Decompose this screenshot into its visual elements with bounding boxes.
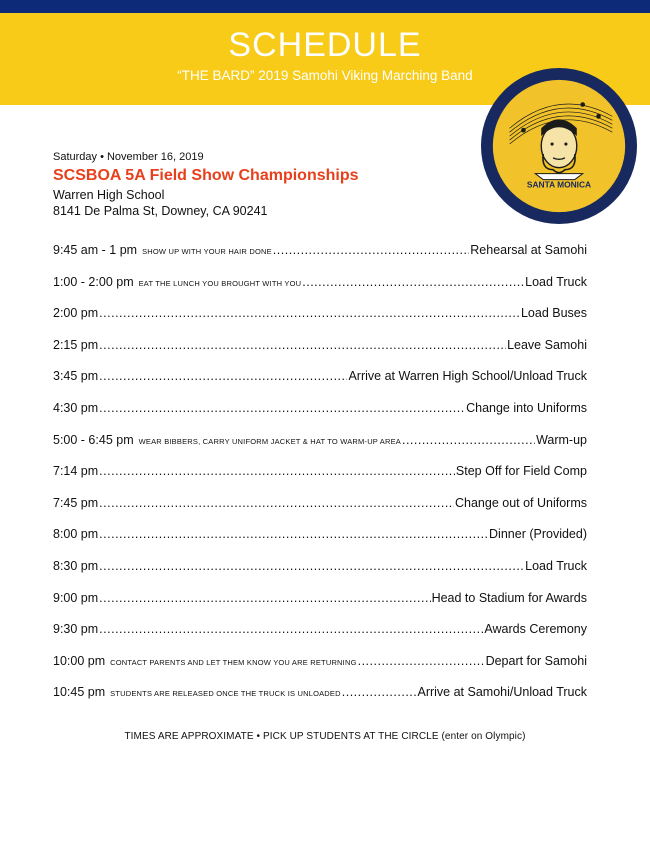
schedule-action: Load Truck bbox=[525, 274, 587, 289]
dot-leader bbox=[99, 461, 455, 481]
dot-leader bbox=[99, 303, 520, 323]
schedule-action: Awards Ceremony bbox=[484, 622, 587, 637]
schedule-action: Warm-up bbox=[536, 432, 587, 447]
dot-leader bbox=[99, 556, 524, 576]
schedule-note: WEAR BIBBERS, CARRY UNIFORM JACKET & HAT TO WARM-UP AREA bbox=[138, 436, 401, 446]
schedule-action: Head to Stadium for Awards bbox=[431, 590, 587, 605]
schedule-time: 4:30 pm bbox=[53, 400, 99, 415]
schedule-action: Load Truck bbox=[525, 558, 587, 573]
schedule-row bbox=[53, 366, 587, 386]
schedule-action: Change out of Uniforms bbox=[454, 495, 587, 510]
footer-note: TIMES ARE APPROXIMATE • PICK UP STUDENTS AT THE CIRCLE (enter on Olympic) bbox=[124, 731, 526, 742]
top-navy-bar bbox=[0, 0, 650, 13]
schedule-action: Arrive at Warren High School/Unload Truck bbox=[348, 369, 587, 384]
schedule-time: 3:45 pm bbox=[53, 369, 99, 384]
dot-leader bbox=[402, 430, 535, 450]
schedule-action: Load Buses bbox=[520, 306, 587, 321]
schedule-time: 9:45 am - 1 pm bbox=[53, 243, 138, 257]
dot-leader bbox=[99, 619, 483, 639]
schedule-action: Dinner (Provided) bbox=[489, 527, 587, 542]
page-title: SCHEDULE bbox=[228, 26, 422, 64]
schedule-row bbox=[53, 461, 587, 481]
schedule-row bbox=[53, 588, 587, 608]
schedule-action: Arrive at Samohi/Unload Truck bbox=[417, 685, 587, 700]
schedule-row bbox=[53, 398, 587, 418]
schedule-row bbox=[53, 303, 587, 323]
schedule-row bbox=[53, 619, 587, 639]
schedule-time: 9:30 pm bbox=[53, 622, 99, 637]
schedule-note: EAT THE LUNCH YOU BROUGHT WITH YOU bbox=[138, 278, 302, 288]
schedule-time: 10:45 pm bbox=[53, 685, 106, 700]
schedule-time: 7:14 pm bbox=[53, 464, 99, 479]
dot-leader bbox=[302, 272, 524, 292]
schedule-action: Leave Samohi bbox=[507, 337, 587, 352]
schedule-time: 8:30 pm bbox=[53, 558, 99, 573]
schedule-note: CONTACT PARENTS AND LET THEM KNOW YOU ARE RETURNING bbox=[110, 657, 357, 667]
schedule-time: 8:00 pm bbox=[53, 527, 99, 542]
schedule-time: 9:00 pm bbox=[53, 590, 99, 605]
dot-leader bbox=[99, 398, 465, 418]
schedule-time: 7:45 pm bbox=[53, 495, 99, 510]
schedule-row bbox=[53, 240, 587, 260]
page-subtitle: “THE BARD” 2019 Samohi Viking Marching Band bbox=[177, 68, 473, 83]
schedule-time: 5:00 - 6:45 pm bbox=[53, 432, 134, 447]
dot-leader bbox=[99, 588, 430, 608]
schedule-row bbox=[53, 335, 587, 355]
dot-leader bbox=[273, 240, 469, 260]
event-info bbox=[53, 150, 453, 219]
schedule-note: SHOW UP WITH YOUR HAIR DONE bbox=[142, 247, 272, 256]
schedule-row bbox=[53, 651, 587, 671]
schedule-time: 2:15 pm bbox=[53, 337, 99, 352]
logo-text-santa-monica: SANTA MONICA bbox=[526, 179, 592, 190]
dot-leader bbox=[358, 651, 485, 671]
schedule-row bbox=[53, 524, 587, 544]
schedule-row bbox=[53, 493, 587, 513]
dot-leader bbox=[99, 493, 454, 513]
schedule-row bbox=[53, 682, 587, 702]
dot-leader bbox=[342, 682, 417, 702]
schedule-row bbox=[53, 430, 587, 450]
schedule-row bbox=[53, 272, 587, 292]
event-name: SCSBOA 5A Field Show Championships bbox=[53, 167, 359, 184]
band-logo bbox=[480, 67, 638, 225]
logo-text-viking-marching-band: VIKING MARCHING BAND bbox=[501, 173, 617, 215]
schedule-time: 1:00 - 2:00 pm bbox=[53, 274, 134, 289]
event-date: Saturday • November 16, 2019 bbox=[53, 151, 204, 163]
dot-leader bbox=[99, 335, 506, 355]
schedule-note: STUDENTS ARE RELEASED ONCE THE TRUCK IS UNLOADED bbox=[110, 689, 341, 699]
schedule-time: 2:00 pm bbox=[53, 306, 99, 321]
schedule-list bbox=[53, 240, 587, 714]
dot-leader bbox=[99, 524, 488, 544]
event-venue: Warren High School bbox=[53, 188, 165, 202]
schedule-time: 10:00 pm bbox=[53, 653, 106, 668]
event-address: 8141 De Palma St, Downey, CA 90241 bbox=[53, 204, 268, 218]
schedule-action: Step Off for Field Comp bbox=[455, 464, 587, 479]
schedule-action: Change into Uniforms bbox=[466, 400, 587, 415]
schedule-action: Rehearsal at Samohi bbox=[470, 243, 587, 257]
schedule-action: Depart for Samohi bbox=[485, 653, 587, 668]
dot-leader bbox=[99, 366, 347, 386]
schedule-row bbox=[53, 556, 587, 576]
